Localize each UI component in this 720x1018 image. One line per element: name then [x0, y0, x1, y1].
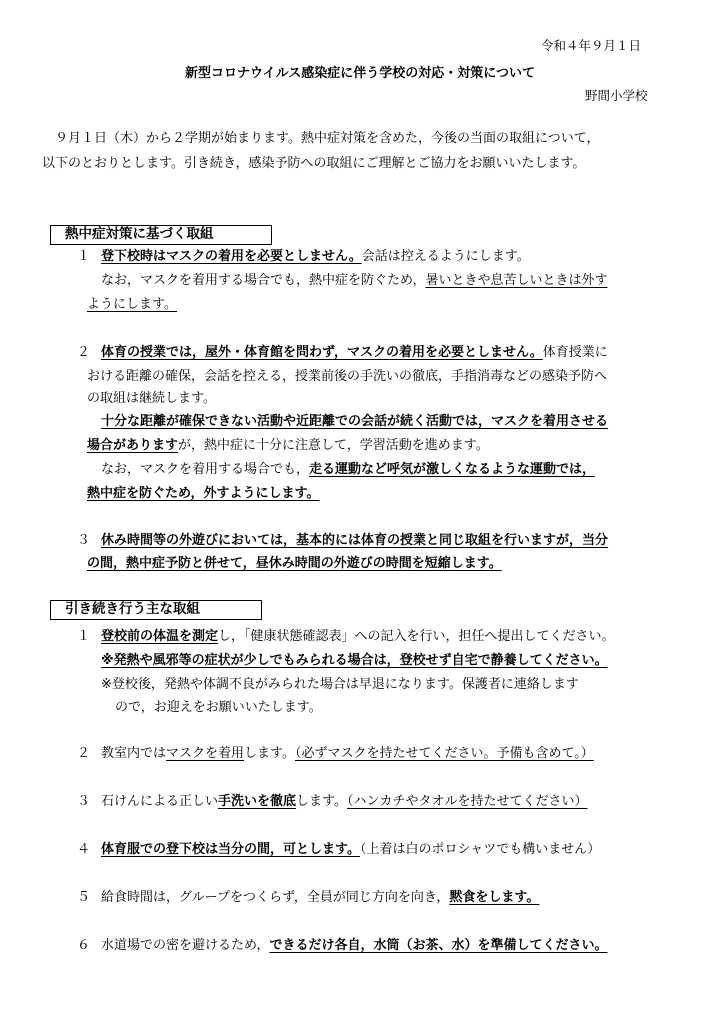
- emphasis-text: ※発熱や風邪等の症状が少しでもみられる場合は，登校せず自宅で静養してください。: [101, 653, 608, 668]
- s2-item3: [101, 792, 588, 812]
- s2-item1-line1: [101, 627, 615, 647]
- s1-item3-line1: [101, 531, 608, 551]
- s1-item1-line2: [101, 271, 608, 291]
- s1-item2-line3: の取組は継続します。: [87, 391, 216, 406]
- document-title: 新型コロナウイルス感染症に伴う学校の対応・対策について: [185, 66, 535, 81]
- intro-line-1: ９月１日（木）から２学期が始まります。熱中症対策を含めた，今後の当面の取組について，: [55, 131, 600, 146]
- s1-item2-line2: おける距離の確保，会話を控える，授業前後の手洗いの徹底，手指消毒などの感染予防へ: [87, 369, 608, 384]
- emphasis-text: 十分な距離が確保できない活動や近距離での会話が続く活動では，マスクを着用させる: [101, 414, 609, 429]
- plain-text: します。: [296, 794, 347, 809]
- plain-text: （上着は白のポロシャツでも構いません）: [359, 842, 601, 857]
- item-number: ４: [77, 842, 91, 857]
- underlined-text: マスクを着用: [166, 746, 245, 761]
- intro-line-2: 以下のとおりとします。引き続き，感染予防への取組にご理解とご協力をお願いいたします。: [42, 156, 586, 171]
- s1-item2-line7: [87, 484, 319, 504]
- underlined-text: （必ずマスクを持たせてください。予備も含めて。）: [295, 746, 594, 761]
- s2-item1-line2: [101, 651, 608, 671]
- s1-item1-line3: [87, 295, 177, 315]
- emphasis-text: 熱中症を防ぐため，外すようにします。: [87, 486, 320, 501]
- emphasis-text: 手洗いを徹底: [218, 794, 297, 809]
- emphasis-text: 登下校時はマスクの着用を必要としません。: [101, 249, 362, 264]
- item-number: ２: [77, 345, 91, 360]
- emphasis-text: 登校前の体温を測定: [101, 629, 219, 644]
- item-number: １: [77, 249, 91, 264]
- s1-item1-line1: [101, 247, 530, 267]
- plain-text: 給食時間は，グループをつくらず，全員が同じ方向を向き，: [101, 890, 450, 905]
- underlined-text: 暑いときや息苦しいときは外す: [425, 273, 608, 288]
- emphasis-text: 休み時間等の外遊びにおいては，基本的には体育の授業と同じ取組を行いますが，当分: [101, 533, 609, 548]
- s1-item2-line1: [101, 343, 608, 363]
- plain-text: します。: [244, 746, 295, 761]
- s1-item2-line6: [101, 460, 595, 480]
- section-heading-ongoing: 引き続き行う主な取組: [50, 600, 262, 620]
- plain-text: なお，マスクを着用する場合でも，熱中症を防ぐため，: [101, 273, 426, 288]
- s2-item1-line3: ※登校後，発熱や体調不良がみられた場合は早退になります。保護者に連絡します: [101, 677, 579, 692]
- plain-text: し，「健康状態確認表」への記入を行い，担任へ提出してください。: [218, 629, 615, 644]
- plain-text: が，熱中症に十分に注意して，学習活動を進めます。: [178, 438, 489, 453]
- emphasis-text: 走る運動など呼気が激しくなるような運動では，: [309, 462, 596, 477]
- s2-item5: [101, 888, 539, 908]
- s1-item2-line4: [101, 412, 608, 432]
- emphasis-text: 黙食をします。: [449, 890, 540, 905]
- plain-text: 教室内では: [101, 746, 167, 761]
- underlined-text: ようにします。: [87, 297, 177, 312]
- plain-text: 水道場での密を避けるため，: [101, 938, 270, 953]
- plain-text: なお，マスクを着用する場合でも，: [101, 462, 310, 477]
- emphasis-text: 場合があります: [87, 438, 179, 453]
- item-number: ５: [77, 890, 91, 905]
- plain-text: 会話は控えるようにします。: [361, 249, 530, 264]
- s1-item2-line5: [87, 436, 489, 456]
- s1-item3-line2: [87, 554, 502, 574]
- item-number: ３: [77, 533, 91, 548]
- underlined-text: （ハンカチやタオルを持たせてください）: [347, 794, 588, 809]
- emphasis-text: できるだけ各自，水筒（お茶、水）を準備してください。: [269, 938, 608, 953]
- school-name: 野間小学校: [585, 88, 648, 103]
- item-number: ３: [77, 794, 91, 809]
- plain-text: 体育授業に: [542, 345, 608, 360]
- s2-item6: [101, 936, 608, 956]
- s2-item4: [101, 840, 600, 860]
- item-number: ６: [77, 938, 91, 953]
- plain-text: 石けんによる正しい: [101, 794, 219, 809]
- document-date: 令和４年９月１日: [541, 38, 642, 53]
- item-number: １: [77, 629, 91, 644]
- emphasis-text: 体育の授業では，屋外・体育館を問わず，マスクの着用を必要としません。: [101, 345, 543, 360]
- item-number: ２: [77, 746, 91, 761]
- s2-item1-line4: ので，お迎えをお願いいたします。: [115, 700, 322, 715]
- s2-item2: [101, 744, 594, 764]
- section-heading-heatstroke: 熱中症対策に基づく取組: [50, 225, 272, 245]
- emphasis-text: の間，熱中症予防と併せて，昼休み時間の外遊びの時間を短縮します。: [87, 556, 502, 571]
- intro-paragraph: [42, 126, 682, 176]
- emphasis-text: 体育服での登下校は当分の間，可とします。: [101, 842, 360, 857]
